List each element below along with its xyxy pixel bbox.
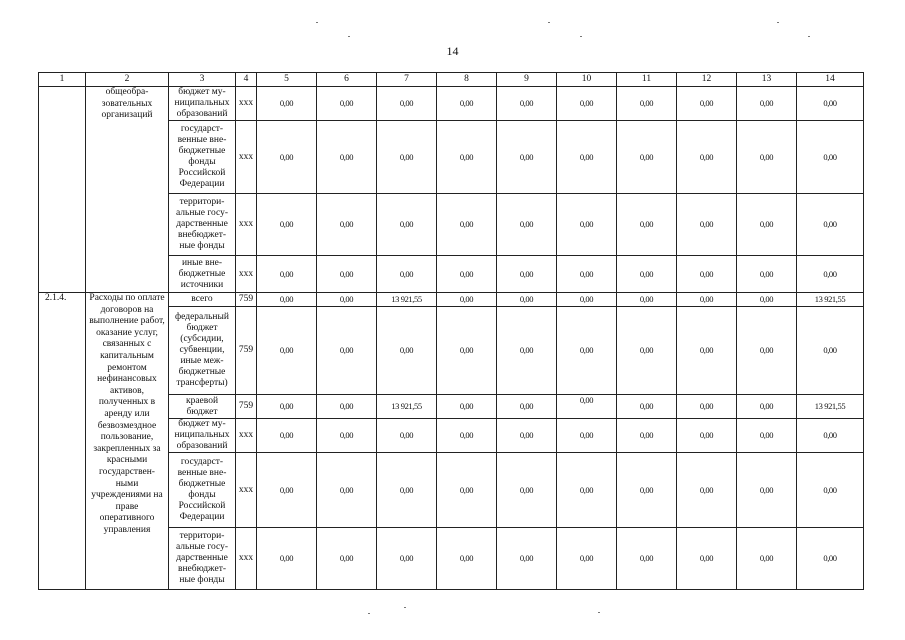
value-cell: 0,00 [737, 293, 797, 307]
value-cell: 0,00 [437, 528, 497, 590]
scan-speck [548, 22, 550, 23]
value-cell: 0,00 [617, 453, 677, 528]
funding-source: иные вне-бюджетные источники [169, 256, 236, 293]
funding-source: бюджет му-ниципальных образований [169, 419, 236, 453]
budget-code: ххх [236, 194, 257, 256]
value-cell: 0,00 [257, 307, 317, 395]
value-cell: 0,00 [737, 395, 797, 419]
value-cell: 0,00 [617, 256, 677, 293]
budget-code: ххх [236, 256, 257, 293]
value-cell: 0,00 [377, 256, 437, 293]
value-cell: 0,00 [257, 121, 317, 194]
budget-code: ххх [236, 419, 257, 453]
value-cell: 0,00 [557, 194, 617, 256]
value-cell: 0,00 [377, 87, 437, 121]
funding-source: территори-альные госу-дарственные внебюджет-ные фонды [169, 194, 236, 256]
value-cell: 0,00 [317, 453, 377, 528]
value-cell: 0,00 [617, 121, 677, 194]
value-cell: 0,00 [377, 419, 437, 453]
value-cell: 0,00 [317, 395, 377, 419]
budget-code: 759 [236, 307, 257, 395]
value-cell: 0,00 [317, 87, 377, 121]
value-cell: 0,00 [797, 453, 864, 528]
funding-source: бюджет му-ниципальных образований [169, 87, 236, 121]
value-cell [557, 395, 617, 419]
value-cell: 0,00 [737, 256, 797, 293]
value-cell: 0,00 [557, 256, 617, 293]
value-cell: 0,00 [317, 256, 377, 293]
funding-source: федеральный бюджет (субсидии, субвенции, иные меж-бюджетные трансферты) [169, 307, 236, 395]
value-cell: 0,00 [437, 307, 497, 395]
value-cell: 0,00 [497, 87, 557, 121]
budget-code: ххх [236, 453, 257, 528]
value-cell: 0,00 [557, 293, 617, 307]
value-cell: 0,00 [617, 419, 677, 453]
page-number: 14 [446, 44, 459, 58]
value-cell: 0,00 [437, 453, 497, 528]
value-text: 0,00 [579, 395, 594, 405]
value-cell: 0,00 [557, 307, 617, 395]
value-cell: 0,00 [257, 419, 317, 453]
value-cell: 0,00 [617, 528, 677, 590]
table-row [39, 293, 864, 307]
column-number-8: 8 [437, 73, 497, 87]
value-cell: 0,00 [317, 121, 377, 194]
funding-source: краевой бюджет [169, 395, 236, 419]
value-cell: 0,00 [497, 419, 557, 453]
value-cell: 0,00 [737, 121, 797, 194]
value-cell: 0,00 [377, 453, 437, 528]
table-row [39, 87, 864, 121]
scan-speck [316, 22, 318, 23]
value-cell: 0,00 [677, 293, 737, 307]
funding-source: территори-альные госу-дарственные внебюджет-ные фонды [169, 528, 236, 590]
value-cell: 0,00 [557, 419, 617, 453]
column-number-14: 14 [797, 73, 864, 87]
value-cell: 0,00 [737, 453, 797, 528]
value-cell: 0,00 [437, 87, 497, 121]
budget-code: ххх [236, 87, 257, 121]
value-cell: 0,00 [557, 87, 617, 121]
value-cell: 0,00 [497, 121, 557, 194]
value-cell: 0,00 [677, 453, 737, 528]
value-cell: 0,00 [737, 87, 797, 121]
value-cell: 0,00 [257, 87, 317, 121]
budget-code: 759 [236, 395, 257, 419]
value-cell: 0,00 [377, 307, 437, 395]
scan-speck [580, 36, 582, 37]
value-cell: 0,00 [317, 419, 377, 453]
column-number-11: 11 [617, 73, 677, 87]
scan-speck [808, 36, 810, 37]
scan-speck [404, 607, 406, 608]
column-number-9: 9 [497, 73, 557, 87]
value-cell: 0,00 [737, 194, 797, 256]
column-number-2: 2 [86, 73, 169, 87]
value-cell: 0,00 [377, 121, 437, 194]
value-cell: 0,00 [557, 453, 617, 528]
scan-speck [598, 612, 600, 613]
value-cell: 0,00 [617, 194, 677, 256]
value-cell: 0,00 [377, 528, 437, 590]
value-cell: 0,00 [557, 528, 617, 590]
value-cell: 0,00 [737, 419, 797, 453]
value-cell: 0,00 [317, 528, 377, 590]
row-id: 2.1.4. [39, 293, 86, 590]
value-cell: 0,00 [257, 194, 317, 256]
column-number-10: 10 [557, 73, 617, 87]
value-cell: 0,00 [677, 395, 737, 419]
value-cell: 0,00 [617, 87, 677, 121]
scan-speck [368, 613, 370, 614]
value-cell: 0,00 [437, 395, 497, 419]
value-cell: 0,00 [617, 293, 677, 307]
budget-table [38, 72, 864, 590]
value-cell: 13 921,55 [377, 293, 437, 307]
row-description: общеобра-зовательных организаций [86, 87, 169, 293]
value-cell: 0,00 [677, 121, 737, 194]
budget-code: ххх [236, 121, 257, 194]
value-cell: 0,00 [497, 307, 557, 395]
value-cell: 0,00 [677, 194, 737, 256]
column-number-5: 5 [257, 73, 317, 87]
row-id [39, 87, 86, 293]
column-number-13: 13 [737, 73, 797, 87]
header-row [39, 73, 864, 87]
value-cell: 0,00 [797, 256, 864, 293]
value-cell: 0,00 [257, 256, 317, 293]
value-cell: 13 921,55 [797, 293, 864, 307]
funding-source: государст-венные вне-бюджетные фонды Российской Федерации [169, 453, 236, 528]
value-cell: 0,00 [797, 194, 864, 256]
value-cell: 0,00 [257, 395, 317, 419]
value-cell: 0,00 [617, 395, 677, 419]
funding-source: всего [169, 293, 236, 307]
scan-speck [777, 22, 779, 23]
column-number-6: 6 [317, 73, 377, 87]
value-cell: 0,00 [437, 419, 497, 453]
value-cell: 13 921,55 [377, 395, 437, 419]
scan-speck [348, 36, 350, 37]
value-cell: 0,00 [497, 528, 557, 590]
value-cell: 0,00 [257, 453, 317, 528]
value-cell: 0,00 [437, 293, 497, 307]
value-cell: 0,00 [497, 194, 557, 256]
value-cell: 0,00 [797, 121, 864, 194]
value-cell: 0,00 [737, 307, 797, 395]
value-cell: 0,00 [257, 293, 317, 307]
value-cell: 0,00 [317, 194, 377, 256]
value-cell: 13 921,55 [797, 395, 864, 419]
value-cell: 0,00 [797, 87, 864, 121]
value-cell: 0,00 [677, 419, 737, 453]
value-cell: 0,00 [737, 528, 797, 590]
value-cell: 0,00 [497, 256, 557, 293]
column-number-3: 3 [169, 73, 236, 87]
value-cell: 0,00 [437, 121, 497, 194]
value-cell: 0,00 [677, 307, 737, 395]
value-cell: 0,00 [257, 528, 317, 590]
value-cell: 0,00 [497, 293, 557, 307]
column-number-4: 4 [236, 73, 257, 87]
value-cell: 0,00 [557, 121, 617, 194]
budget-code: 759 [236, 293, 257, 307]
value-cell: 0,00 [437, 194, 497, 256]
budget-code: ххх [236, 528, 257, 590]
value-cell: 0,00 [377, 194, 437, 256]
value-cell: 0,00 [317, 307, 377, 395]
value-cell: 0,00 [677, 87, 737, 121]
value-cell: 0,00 [617, 307, 677, 395]
funding-source: государст-венные вне-бюджетные фонды Российской Федерации [169, 121, 236, 194]
column-number-1: 1 [39, 73, 86, 87]
value-cell: 0,00 [437, 256, 497, 293]
column-number-12: 12 [677, 73, 737, 87]
value-cell: 0,00 [797, 307, 864, 395]
column-number-7: 7 [377, 73, 437, 87]
value-cell: 0,00 [677, 528, 737, 590]
value-cell: 0,00 [317, 293, 377, 307]
value-cell: 0,00 [497, 395, 557, 419]
value-cell: 0,00 [677, 256, 737, 293]
row-description: Расходы по оплате договоров на выполнение работ, оказание услуг, связанных с капитальным ремонтом нефинансовых активов, полученных в аренду или безвозмездное пользование, закрепленных за красными государствен-ными учреждениями на праве оперативного управления [86, 293, 169, 590]
value-cell: 0,00 [797, 528, 864, 590]
value-cell: 0,00 [797, 419, 864, 453]
value-cell: 0,00 [497, 453, 557, 528]
